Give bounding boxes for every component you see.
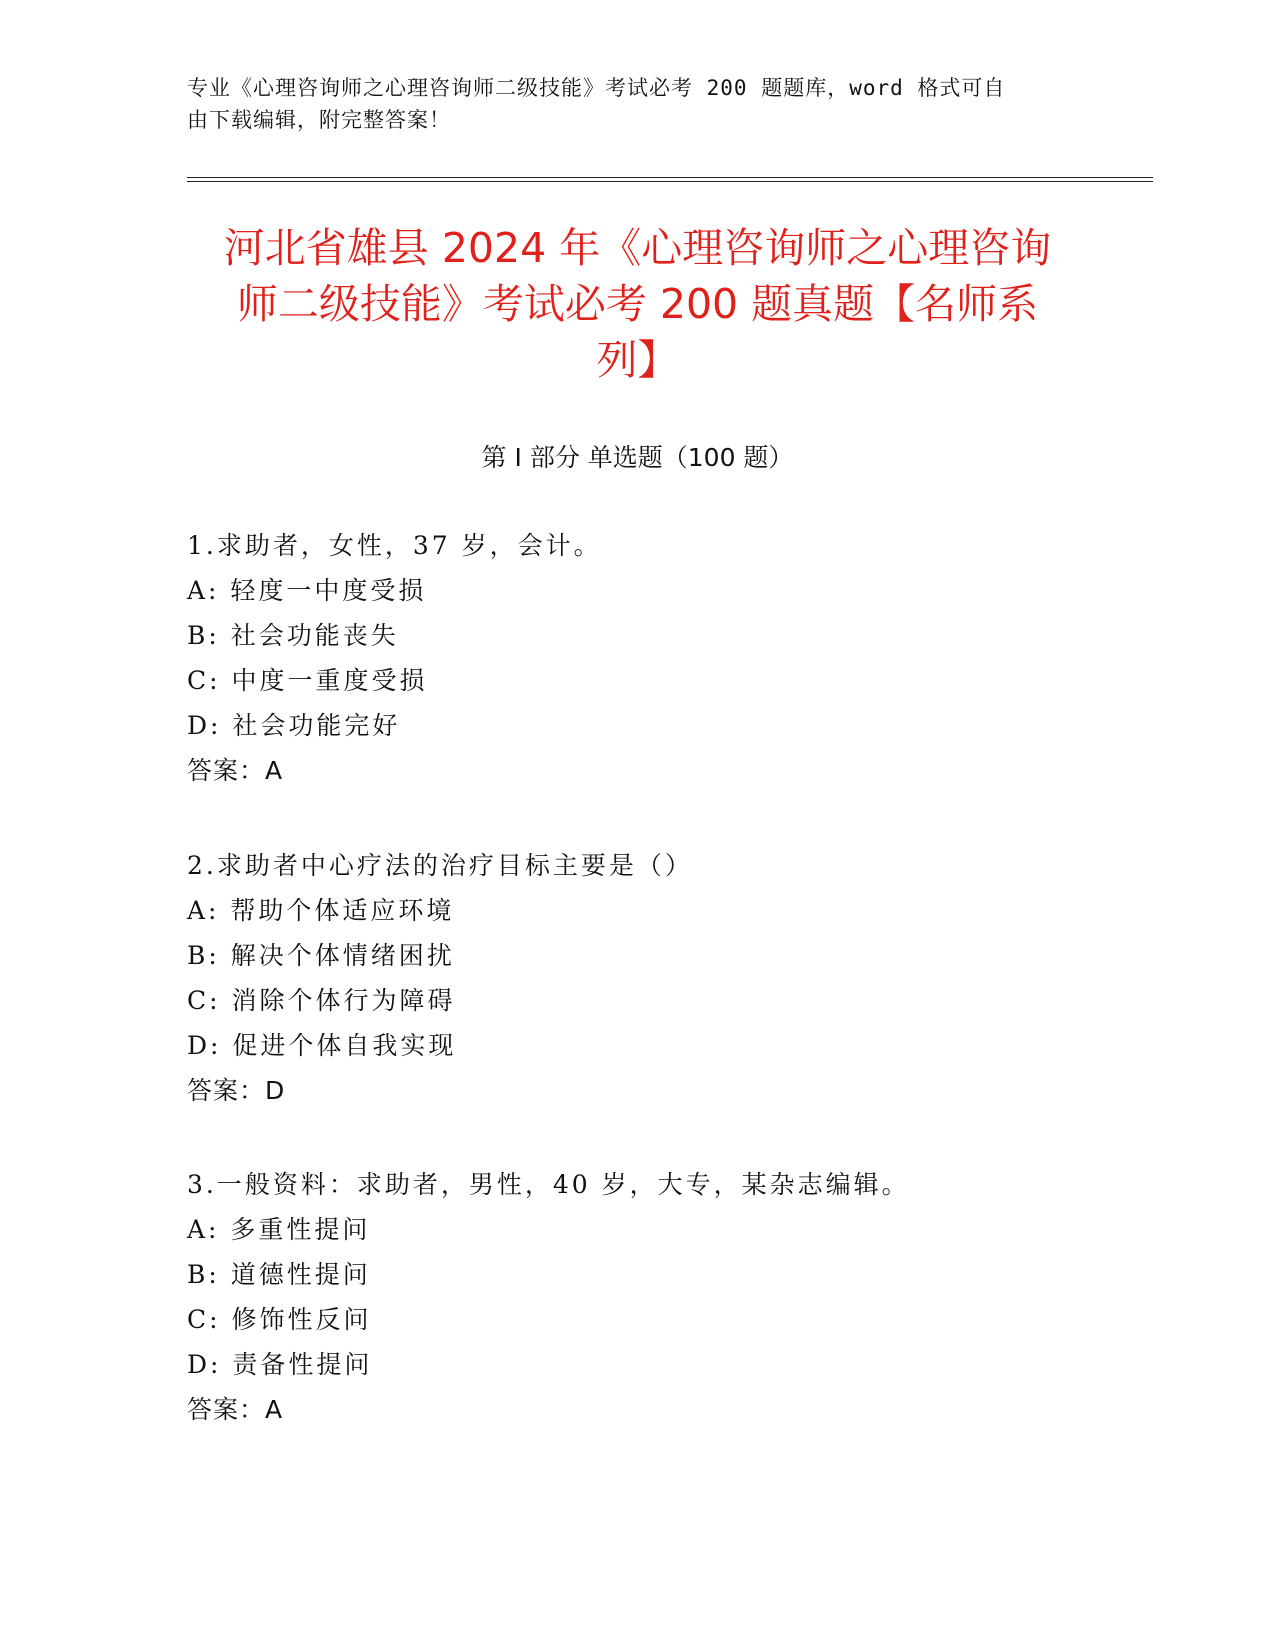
title-line-1: 河北省雄县 2024 年《心理咨询师之心理咨询 [223,224,1052,272]
option-c: C: 中度一重度受损 [187,666,428,695]
question-block [187,523,1147,793]
question-block [187,843,1147,1113]
option-d: D: 促进个体自我实现 [187,1031,457,1060]
intro-text [187,72,1057,136]
intro-line-2: 由下载编辑，附完整答案！ [187,108,451,132]
option-a: A: 多重性提问 [187,1215,371,1244]
option-c: C: 消除个体行为障碍 [187,986,456,1015]
option-d: D: 社会功能完好 [187,711,401,740]
section-heading: 第 I 部分 单选题（100 题） [481,443,794,472]
document-title [180,220,1095,388]
option-b: B: 道德性提问 [187,1260,371,1289]
header-divider-top [187,177,1153,178]
title-line-3: 列】 [596,336,679,384]
option-a: A: 帮助个体适应环境 [187,896,455,925]
option-b: B: 解决个体情绪困扰 [187,941,455,970]
option-d: D: 责备性提问 [187,1350,373,1379]
answer-line: 答案：A [187,756,284,785]
option-b: B: 社会功能丧失 [187,621,399,650]
question-stem: 1.求助者，女性，37 岁，会计。 [187,531,602,560]
option-c: C: 修饰性反问 [187,1305,372,1334]
intro-line-1: 专业《心理咨询师之心理咨询师二级技能》考试必考 200 题题库，word 格式可自 [187,76,1006,100]
question-stem: 2.求助者中心疗法的治疗目标主要是（） [187,851,693,880]
title-line-2: 师二级技能》考试必考 200 题真题【名师系 [236,280,1039,328]
question-stem: 3.一般资料：求助者，男性，40 岁，大专，某杂志编辑。 [187,1170,910,1199]
question-block [187,1162,1147,1432]
header-divider-bottom [187,181,1153,182]
option-a: A: 轻度一中度受损 [187,576,427,605]
answer-line: 答案：D [187,1076,286,1105]
answer-line: 答案：A [187,1395,284,1424]
